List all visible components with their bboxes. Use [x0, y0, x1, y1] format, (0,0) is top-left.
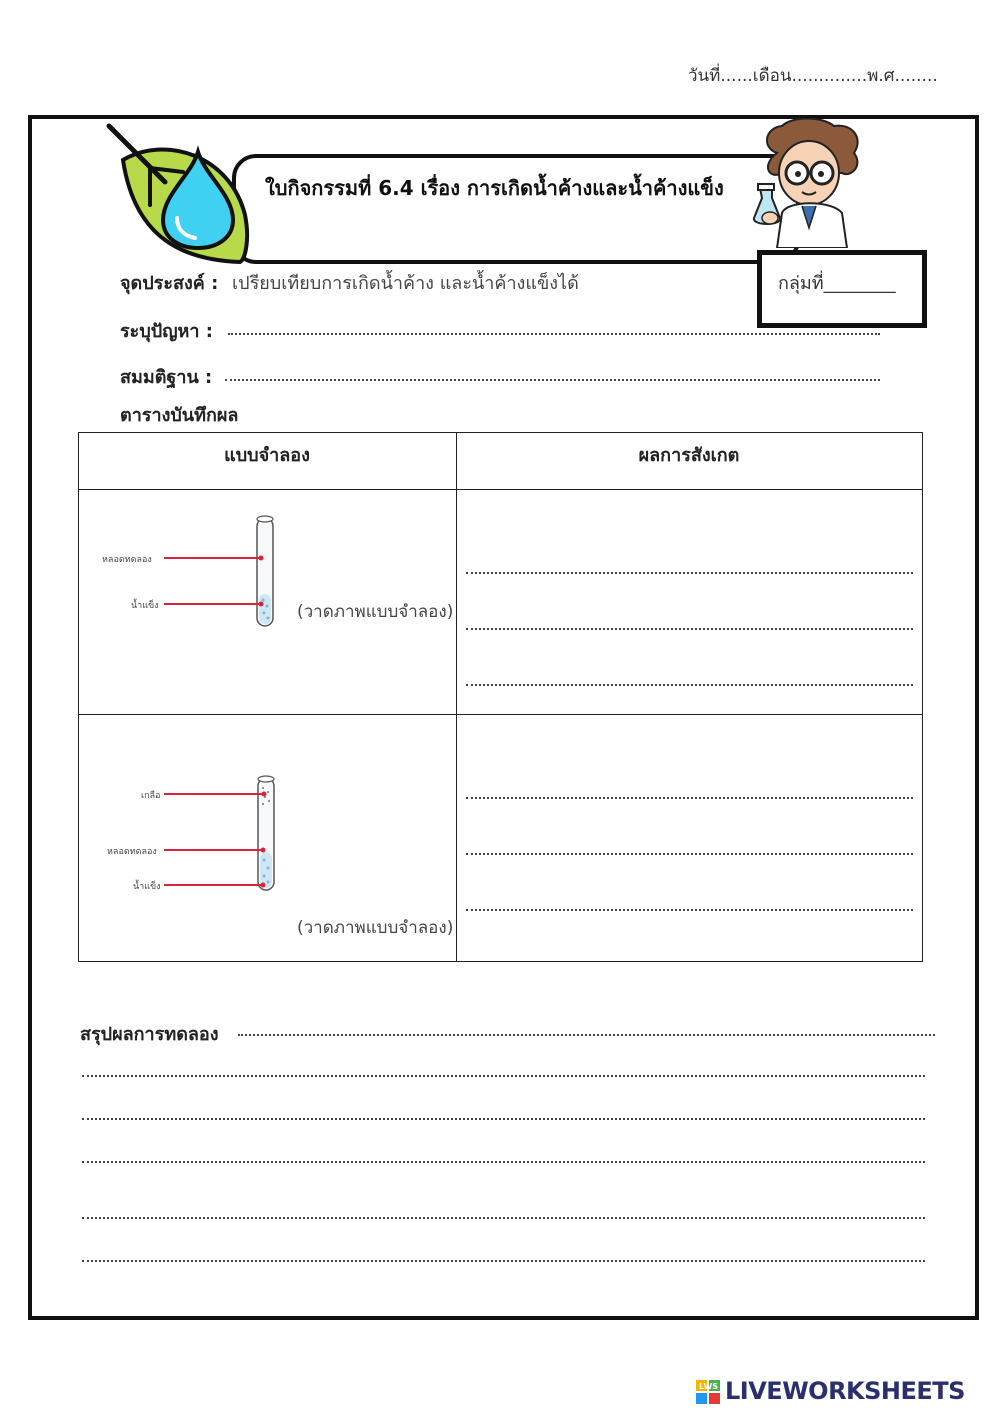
table-column-divider: [456, 432, 457, 962]
title-box: [232, 154, 800, 264]
test-tube-salt-ice-diagram: [80, 770, 300, 900]
observation-line[interactable]: [466, 628, 913, 630]
problem-answer-line[interactable]: [228, 333, 880, 335]
label-test-tube: หลอดทดลอง: [107, 847, 157, 857]
logo-badge-letter-l: LWS: [699, 1382, 719, 1391]
objective-text: เปรียบเทียบการเกิดน้ำค้าง และน้ำค้างแข็งได้: [232, 273, 579, 294]
objective-label: จุดประสงค์ :: [120, 273, 219, 294]
label-test-tube: หลอดทดลอง: [102, 555, 152, 565]
problem-label: ระบุปัญหา :: [120, 321, 213, 342]
table-header-divider: [78, 489, 923, 490]
test-tube-ice-diagram: [80, 500, 300, 640]
header-model: แบบจำลอง: [224, 445, 310, 466]
observation-line[interactable]: [466, 797, 913, 799]
observation-line[interactable]: [466, 572, 913, 574]
liveworksheets-logo-icon: [696, 1380, 720, 1404]
hypothesis-label: สมมติฐาน :: [120, 367, 213, 388]
leaf-water-drop-icon: [105, 120, 255, 270]
header-observation: ผลการสังเกต: [638, 445, 740, 466]
table-row-divider: [78, 714, 923, 715]
conclusion-line[interactable]: [82, 1118, 925, 1120]
observation-line[interactable]: [466, 853, 913, 855]
draw-hint-1: (วาดภาพแบบจำลอง): [297, 602, 454, 622]
draw-hint-2: (วาดภาพแบบจำลอง): [297, 918, 454, 938]
liveworksheets-brand[interactable]: LIVEWORKSHEETS: [725, 1377, 965, 1405]
conclusion-line[interactable]: [82, 1260, 925, 1262]
hypothesis-answer-line[interactable]: [225, 379, 880, 381]
label-ice: น้ำแข็ง: [133, 882, 161, 892]
record-table-label: ตารางบันทึกผล: [120, 405, 239, 426]
conclusion-label: สรุปผลการทดลอง: [80, 1024, 219, 1045]
conclusion-line[interactable]: [238, 1034, 935, 1036]
worksheet-title: ใบกิจกรรมที่ 6.4 เรื่อง การเกิดน้ำค้างและน้ำค้างแข็ง: [265, 176, 724, 200]
conclusion-line[interactable]: [82, 1217, 925, 1219]
date-line: วันที่......เดือน..............พ.ศ........: [688, 66, 938, 86]
group-number-label: กลุ่มที่________: [778, 273, 896, 294]
label-salt: เกลือ: [141, 791, 161, 801]
conclusion-line[interactable]: [82, 1161, 925, 1163]
label-ice: น้ำแข็ง: [131, 601, 159, 611]
scientist-icon: [752, 118, 870, 248]
observation-line[interactable]: [466, 684, 913, 686]
observation-line[interactable]: [466, 909, 913, 911]
conclusion-line[interactable]: [82, 1075, 925, 1077]
